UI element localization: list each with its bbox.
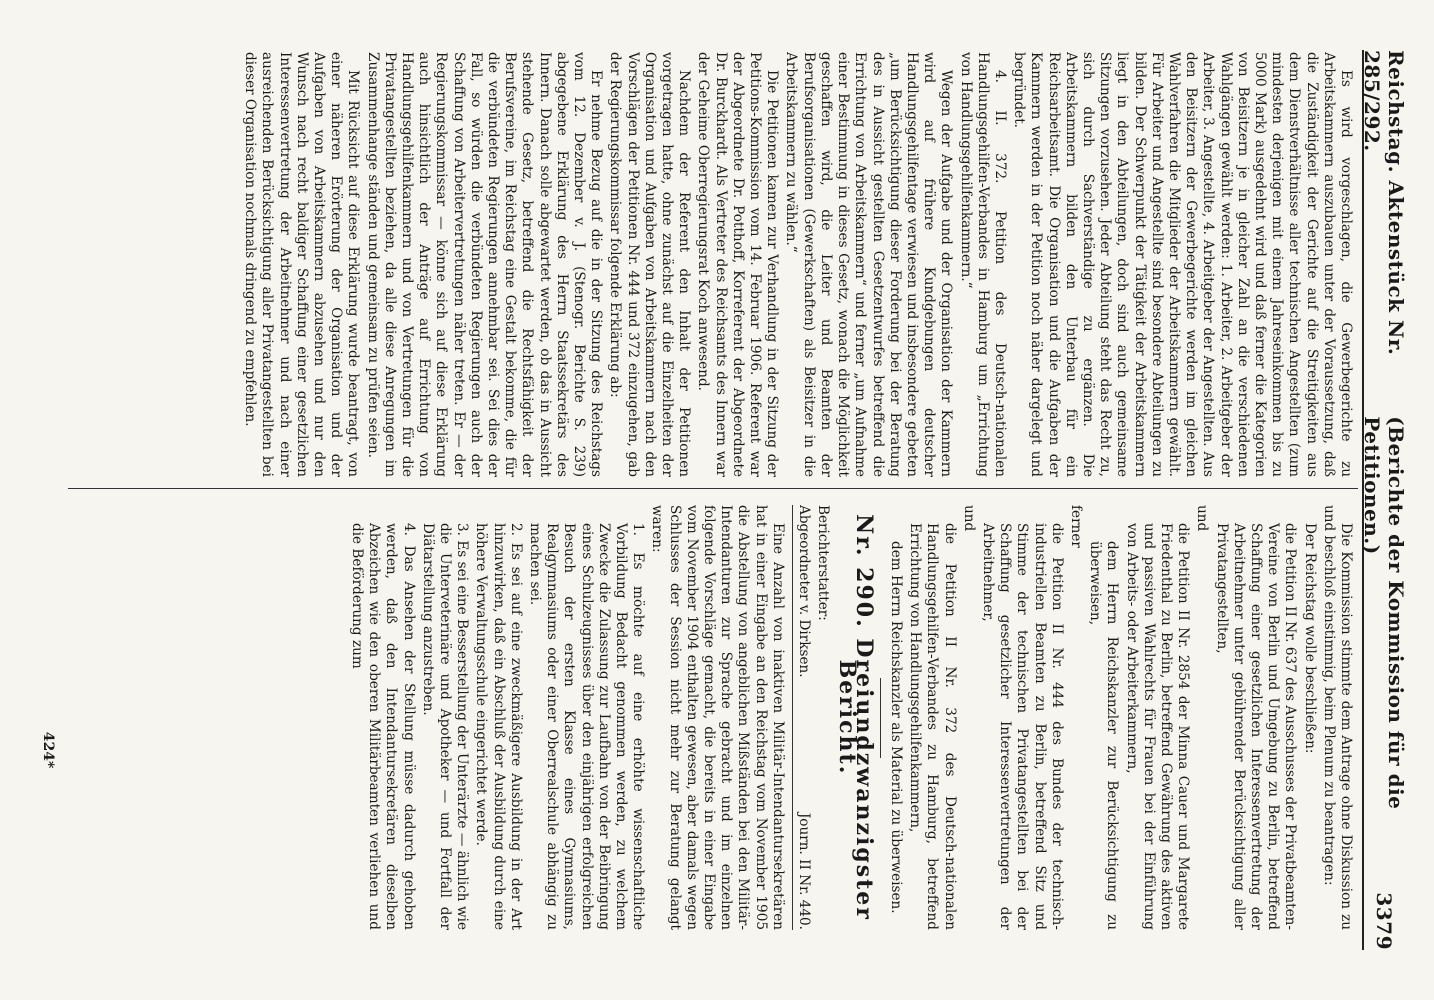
paragraph: Mit Rücksicht auf diese Erklärung wurde beantragt, von einer näheren Erörterung der Organisation und der Aufgaben von Arbeitskammern abzusehen und nur den Wunsch nach recht baldiger Schaffung einer gesetzlichen Interessenvertretung der Arbeitnehmer und nach einer ausreichenden Berücksichtigung aller Privatangestellten bei dieser Organisation nochmals dringend zu empfehlen. (242, 52, 362, 477)
journal-ref: Journ. II Nr. 440. (796, 812, 813, 930)
paragraph: 4. II. 372. Petition des Deutsch-nationalen Handlungsgehilfen-Verbandes in Hamburg um „Errichtung von Handlungsgehilfenkammern.“ (957, 52, 1008, 477)
resolution-item: die Petition II Nr. 637 des Ausschusses der Privatbeamten-Vereine von Berlin und Umgebung zu Berlin, betreffend Schaffung einer gesetzlichen Interessenvertretung der Arbeitnehmer unter gebührender Berücksichtigung aller Privatangestellten, (1213, 523, 1299, 930)
section-rule (880, 678, 881, 758)
resolution-item: die Petition II Nr. 372 des Deutsch-nationalen Handlungsgehilfen-Verbandes zu Hamburg, betreffend Errichtung von Handlungsgehilfenkammern, (907, 523, 958, 930)
paragraph: Die Petitionen kamen zur Verhandlung in der Sitzung der Petitions-Kommission vom 14. Februar 1906. Referent war der Abgeordnete Dr. Potthoff, Korreferent der Abgeordnete Dr. Burckhardt. Als Vertreter des Reichsamts des Innern war der Geheime Oberregierungsrat Koch anwesend. (695, 52, 781, 477)
paragraph: Es wird vorgeschlagen, die Gewerbegerichte zu Arbeitskammern auszubauen unter der Voraussetzung, daß die Zuständigkeit der Gerichte auf die Streitigkeiten aus dem Dienstverhältnisse aller technischen Angestellten (zum mindesten derjenigen mit einem Jahreseinkommen bis zu 5000 Mark) ausgedehnt wird und daß ferner die Kategorien von Beisitzern je in gleicher Zahl an die verschiedenen Wahlgängen gewählt werden: 1. Arbeiter, 2. Arbeitgeber der Arbeiter, 3. Angestellte, 4. Arbeitgeber der Angestellten. Aus den Beisitzern der Gewerbegerichte werden im gleichen Wahlverfahren die Mitglieder der Arbeitskammern gewählt. Für Arbeiter und Angestellte sind besondere Abteilungen zu bilden. Der Schwerpunkt der Tätigkeit der Arbeitskammern liegt in den Abteilungen, doch sind auch gemeinsame Sitzungen vorzusehen. Jeder Abteilung steht das Recht zu, sich durch Sachverständige zu ergänzen. Die Arbeitskammern bilden den Unterbau für ein Reichsarbeitsamt. Die Organisation und die Aufgaben der Kammern werden in der Petition noch näher dargelegt und begründet. (1011, 52, 1354, 477)
commission-intro: Die Kommission stimmte dem Antrage ohne Diskussion zu und beschloß einstimmig, beim Plenum zu beantragen: (1320, 505, 1354, 930)
paragraph: Er nehme Bezug auf die in der Sitzung des Reichstags vom 12. Dezember v. J. (Stenogr. Berichte S. 239) abgegebene Erklärung des Herrn Staatssekretärs des Innern. Danach solle abgewartet werden, ob das in Aussicht stehende Gesetz, betreffend die Rechtsfähigkeit der Berufsvereine, im Reichstag eine Gestalt bekomme, die für die verbündeten Regierungen annehmbar sei. Sei dies der Fall, so würden die verbündeten Regierungen auch der Schaffung von Arbeitervertretungen näher treten. Er — der Regierungskommissar — könne sich auf diese Erklärung auch hinsichtlich der Anträge auf Errichtung von Handlungsgehilfenkammern und von Vertretungen für die Privatangestellten beziehen, da alle diese Anregungen im Zusammenhange ständen und gemeinsam zu prüfen seien. (364, 52, 605, 477)
page-header (1360, 50, 1408, 950)
report-point: 4. Das Ansehen der Stellung müsse dadurch gehoben werden, daß den Intendantursekretären dieselben Abzeichen wie den oberen Militärbeamten verliehen und die Beförderung zum (349, 523, 417, 930)
report-point: 1. Es möchte auf eine erhöhte wissenschaftliche Vorbildung Bedacht genommen werden, zu welchem Zwecke die Zulassung zur Laufbahn von der Beibringung eines Schulzeugnisses über den einjährigen erfolgreichen Besuch der ersten Klasse eines Gymnasiums, Realgymnasiums oder einer Oberrealschule abhängig zu machen sei. (527, 523, 647, 930)
resolution-item: die Petition II Nr. 2854 der Minna Cauer und Margarete Friedenthal zu Berlin, betreffend Gewährung des aktiven und passiven Wahlrechts für Frauen bei der Einführung von Arbeits- oder Arbeiterkammern, (1123, 523, 1192, 930)
reporter-row (792, 505, 812, 930)
report-point: 3. Es sei eine Besserstellung der Unterärzte — ähnlich wie die Unterveterinäre und Apotheker — und Fortfall der Diätarstellung anzustreben. (419, 523, 471, 930)
report-point: 2. Es sei auf eine zweckmäßigere Ausbildung in der Art hinzuwirken, daß ein Abschluß der Ausbildung durch eine höhere Verwaltungsschule eingerichtet werde. (473, 523, 524, 930)
signature-mark: 424* (40, 731, 56, 769)
header-left: Reichstag. Aktenstück Nr. 285/292. (1360, 50, 1408, 356)
header-middle: (Berichte der Kommission für die Petitionen.) (1360, 416, 1408, 810)
paragraph: Nachdem der Referent den Inhalt der Petitionen vorgetragen hatte, ohne zunächst auf die Einzelheiten der Organisation und Aufgaben von Arbeitskammern nach den Vorschlägen der Petitionen Nr. 444 und 372 einzugehen, gab der Regierungskommissar folgende Erklärung ab: (607, 52, 693, 477)
resolution-connector: und (960, 505, 977, 532)
column-divider (68, 488, 1358, 489)
report-body: Eine Anzahl von inaktiven Militär-Intendantursekretären hat in einer Eingabe an den Reichstag vom November 1905 die Abstellung von angeblichen Mißständen bei den Militär-Intendanturen zur Sprache gebracht und im einzelnen folgende Vorschläge gemacht, die bereits in einer Eingabe vom November 1904 enthalten gewesen, aber damals wegen Schlusses der Session nicht mehr zur Beratung gelangt waren: (649, 505, 786, 930)
page-number: 3379 (1372, 892, 1396, 950)
resolution-item: dem Herrn Reichskanzler zur Berücksichtigung zu überweisen, (1087, 541, 1121, 930)
paragraph: Wegen der Aufgabe und der Organisation der Kammern wird auf frühere Kundgebungen deutscher Handlungsgehilfentage verwiesen und insbesondere gebeten „um Berücksichtigung dieser Forderung bei der Beratung des in Aussicht gestellten Gesetzentwurfes betreffend die Errichtung von Arbeitskammern“ und ferner „um Aufnahme einer Bestimmung in dieses Gesetz, wonach die Möglichkeit geschaffen wird, die Leiter und Beamten der Berufsorganisationen (Gewerkschaften) als Beisitzer in die Arbeitskammern zu wählen.“ (783, 52, 955, 477)
section-title: Nr. 290. Dreiundzwanzigster Bericht. (833, 514, 877, 921)
reporter-label: Berichterstatter: (815, 505, 832, 621)
resolution-item: die Petition II Nr. 444 des Bundes der technisch-industriellen Beamten zu Berlin, betreffend Sitz und Stimme der technischen Privatangestellten bei der Schaffung gesetzlicher Interessenvertretungen der Arbeitnehmer, (979, 523, 1065, 930)
resolution-item: dem Herrn Reichskanzler als Material zu überweisen. (887, 541, 904, 914)
resolve-line: Der Reichstag wolle beschließen: (1301, 523, 1318, 754)
reporter-name: Abgeordneter v. Dirksen. (796, 505, 813, 678)
left-column (64, 52, 1354, 477)
resolution-connector: ferner (1067, 505, 1084, 548)
right-column (64, 505, 1354, 930)
resolution-connector: und (1194, 505, 1211, 532)
